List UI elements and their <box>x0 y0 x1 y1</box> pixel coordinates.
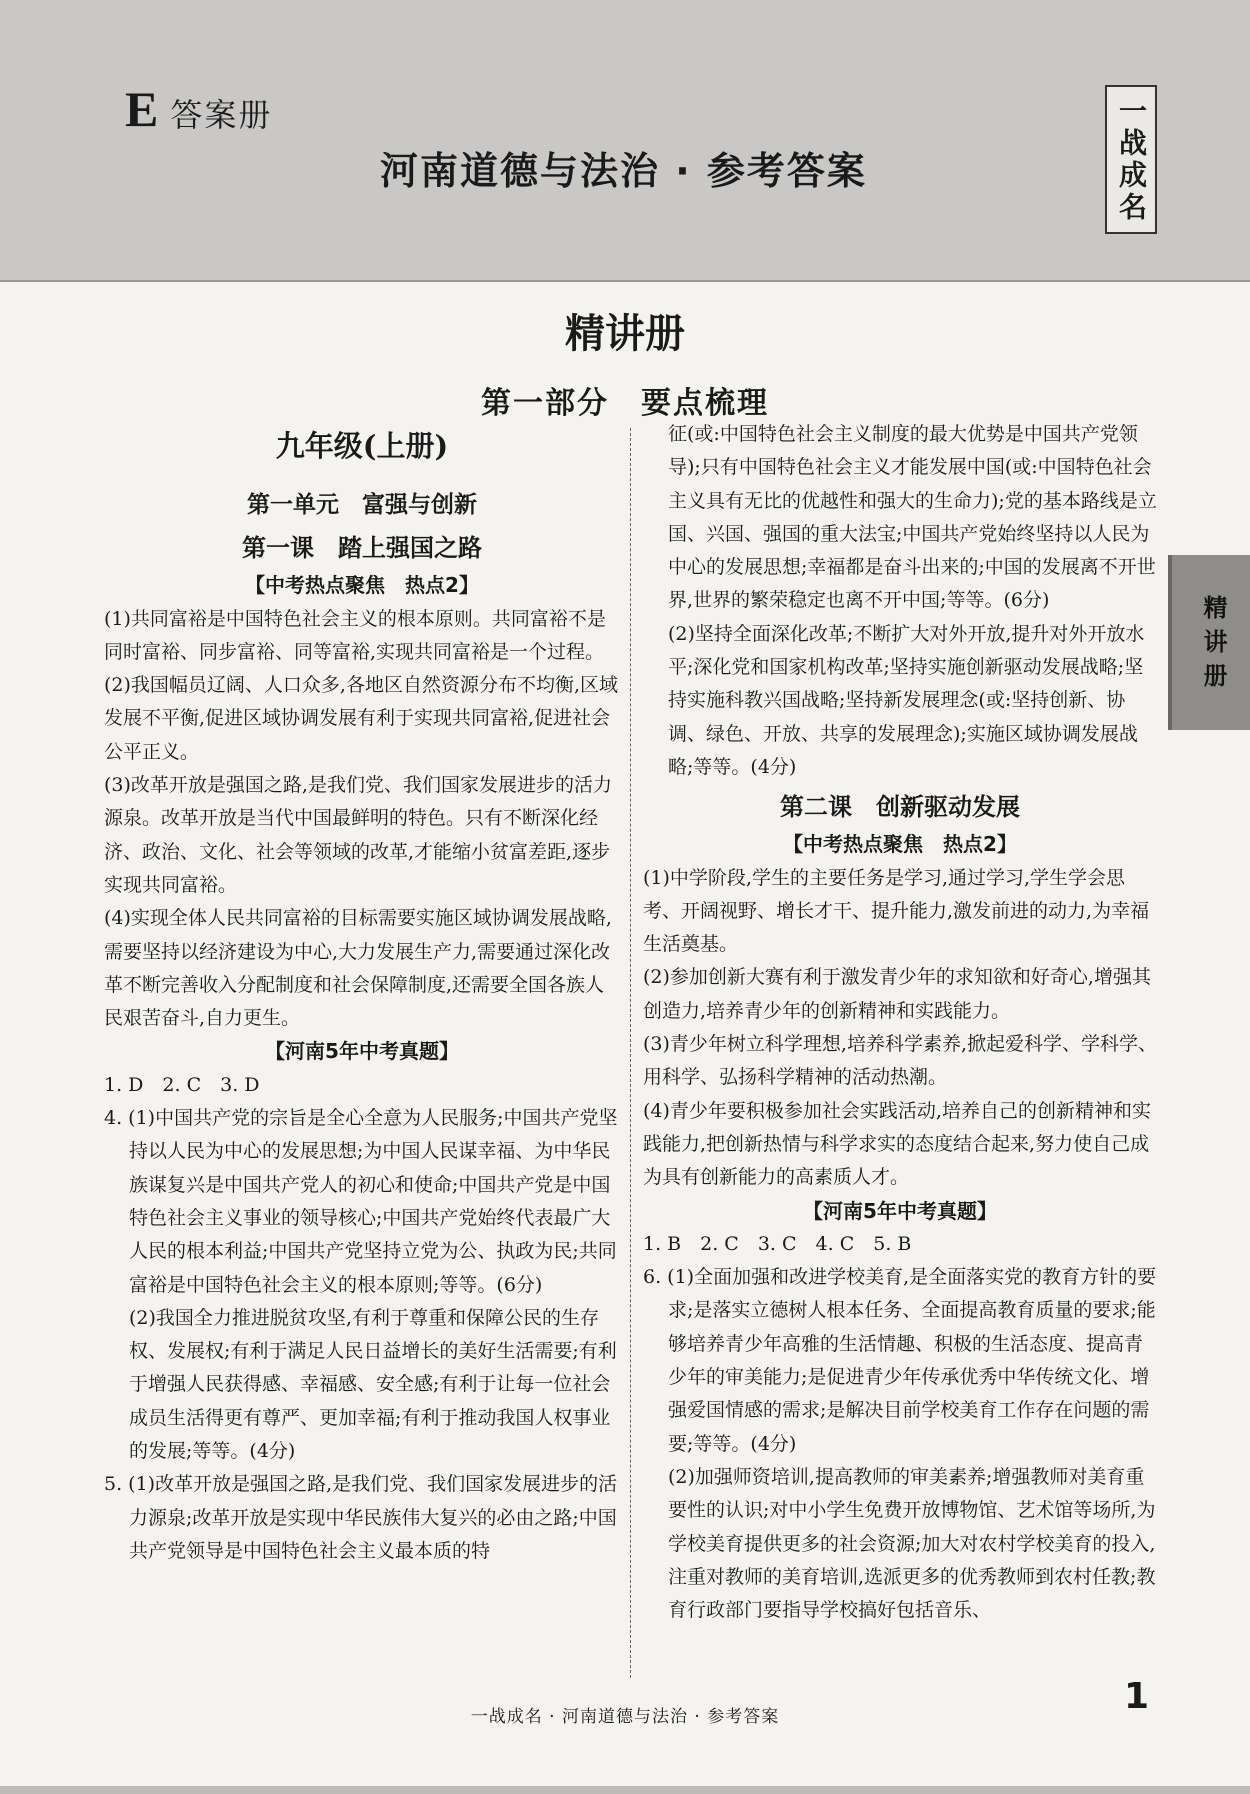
answer-paragraph: (4)青少年要积极参加社会实践活动,培养自己的创新精神和实践能力,把创新热情与科学求实的态度结合起来,努力使自己成为具有创新能力的高素质人才。 <box>643 1099 1151 1189</box>
section-tag: 【中考热点聚焦 热点2】 <box>245 573 479 598</box>
answer-paragraph: (2)我国幅员辽阔、人口众多,各地区自然资源分布不均衡,区域发展不平衡,促进区域协调发展有利于实现共同富裕,促进社会公平正义。 <box>104 674 618 763</box>
lesson-heading: 第一课 踏上强国之路 <box>242 533 482 563</box>
section-tag: 【河南5年中考真题】 <box>265 1039 459 1064</box>
answer-book-label <box>125 80 272 138</box>
answer-paragraph: 征(或:中国特色社会主义制度的最大优势是中国共产党领导);只有中国特色社会主义才能发展中国(或:中国特色社会主义具有无比的优越性和强大的生命力);党的基本路线是立国、兴国、强国的重大法宝;中国共产党始终坚持以人民为中心的发展思想;幸福都是奋斗出来的;中国的发展离不开世界,世界的繁荣稳定也离不开中国;等等。(6分) <box>668 423 1157 612</box>
answer-paragraph: 4. (1)中国共产党的宗旨是全心全意为人民服务;中国共产党坚持以人民为中心的发展思想;为中国人民谋幸福、为中华民族谋复兴是中国共产党人的初心和使命;中国共产党是中国特色社会主义事业的领导核心;中国共产党始终代表最广大人民的根本利益;中国共产党坚持立党为公、执政为民;共同富裕是中国特色社会主义的根本原则;等等。(6分) <box>104 1107 618 1296</box>
section-tag: 【河南5年中考真题】 <box>803 1198 997 1223</box>
unit-heading: 第一单元 富强与创新 <box>247 491 477 518</box>
answer-paragraph: (2)参加创新大赛有利于激发青少年的求知欲和好奇心,增强其创造力,培养青少年的创新精神和实践能力。 <box>643 966 1151 1022</box>
answer-book-text: 答案册 <box>170 96 273 134</box>
choice-answers: 1. D 2. C 3. D <box>104 1073 260 1096</box>
answer-paragraph: (2)加强师资培训,提高教师的审美素养;增强教师对美育重要性的认识;对中小学生免费开放博物馆、艺术馆等场所,为学校美育提供更多的社会资源;加大对农村学校美育的投入,注重对教师的美育培训,选派更多的优秀教师到农村任教;教育行政部门要指导学校搞好包括音乐、 <box>668 1465 1156 1622</box>
answer-paragraph: (2)我国全力推进脱贫攻坚,有利于尊重和保障公民的生存权、发展权;有利于满足人民日益增长的美好生活需要;有利于增强人民获得感、幸福感、安全感;有利于让每一位社会成员生活得更有尊严、更加幸福;有利于推动我国人权事业的发展;等等。(4分) <box>129 1306 617 1463</box>
book-heading: 精讲册 <box>565 311 685 357</box>
answer-paragraph: (3)改革开放是强国之路,是我们党、我们国家发展进步的活力源泉。改革开放是当代中国最鲜明的特色。只有不断深化经济、政治、文化、社会等领域的改革,才能缩小贫富差距,逐步实现共同富裕。 <box>104 774 612 896</box>
part-heading: 第一部分 要点梳理 <box>481 386 769 421</box>
section-tag: 【中考热点聚焦 热点2】 <box>783 832 1017 857</box>
e-letter: E <box>125 81 161 137</box>
left-column <box>104 414 620 1568</box>
choice-answers: 1. B 2. C 3. C 4. C 5. B <box>643 1232 912 1255</box>
bottom-edge <box>0 1786 1250 1794</box>
footer-text: 一战成名 · 河南道德与法治 · 参考答案 <box>470 1707 780 1727</box>
grade-heading: 九年级(上册) <box>275 429 449 463</box>
answer-paragraph: 6. (1)全面加强和改进学校美育,是全面落实党的教育方针的要求;是落实立德树人根本任务、全面提高教育质量的要求;能够培养青少年高雅的生活情趣、积极的生活态度、提高青少年的审美能力;是促进青少年传承优秀中华传统文化、增强爱国情感的需求;是解决目前学校美育工作存在问题的需要;等等。(4分) <box>643 1266 1157 1455</box>
answer-paragraph: (1)中学阶段,学生的主要任务是学习,通过学习,学生学会思考、开阔视野、增长才干、提升能力,激发前进的动力,为幸福生活奠基。 <box>643 866 1150 956</box>
answer-paragraph: (3)青少年树立科学理想,培养科学素养,掀起爱科学、学科学、用科学、弘扬科学精神的活动热潮。 <box>643 1033 1157 1089</box>
answer-paragraph: (4)实现全体人民共同富裕的目标需要实施区域协调发展战略,需要坚持以经济建设为中心,大力发展生产力,需要通过深化改革不断完善收入分配制度和社会保障制度,还需要全国各族人民艰苦奋斗,自力更生。 <box>104 907 612 1030</box>
lesson-heading: 第二课 创新驱动发展 <box>780 792 1020 822</box>
side-tab <box>1168 555 1250 730</box>
brand-logo: 一战成名 <box>1105 85 1157 234</box>
answer-paragraph: (1)共同富裕是中国特色社会主义的根本原则。共同富裕不是同时富裕、同步富裕、同等富裕,实现共同富裕是一个过程。 <box>104 607 606 663</box>
right-column <box>643 418 1157 1627</box>
answer-paragraph: (2)坚持全面深化改革;不断扩大对外开放,提升对外开放水平;深化党和国家机构改革;坚持实施创新驱动发展战略;坚持实施科教兴国战略;坚持新发展理念(或:坚持创新、协调、绿色、开放、共享的发展理念);实施区域协调发展战略;等等。(4分) <box>668 622 1145 778</box>
header-band <box>0 0 1250 282</box>
answer-paragraph: 5. (1)改革开放是强国之路,是我们党、我们国家发展进步的活力源泉;改革开放是实现中华民族伟大复兴的必由之路;中国共产党领导是中国特色社会主义最本质的特 <box>104 1473 618 1562</box>
column-divider <box>630 428 631 1678</box>
side-tab-label: 精讲册 <box>1199 595 1228 697</box>
page-number: 1 <box>1124 1676 1150 1717</box>
page-title: 河南道德与法治 · 参考答案 <box>380 149 867 193</box>
